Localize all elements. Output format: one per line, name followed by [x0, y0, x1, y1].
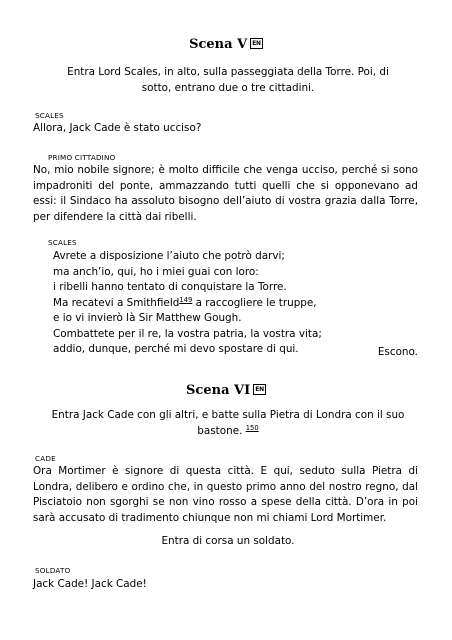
scene-6-title: Scena VI — [186, 383, 251, 398]
speaker-soldato: SOLDATO — [35, 566, 71, 575]
footnote-149-link[interactable]: 149 — [179, 295, 193, 304]
verse-line: Combattete per il re, la vostra patria, la vostra vita; — [53, 327, 322, 340]
speaker-scales-2: SCALES — [48, 238, 77, 247]
speaker-scales: SCALES — [35, 111, 64, 120]
stage-direction-scene-5: Entra Lord Scales, in alto, sulla passeggiata della Torre. Poi, di sotto, entrano due o tre cittadini. — [67, 66, 389, 94]
verse-text: a raccogliere le truppe, — [192, 296, 317, 309]
english-version-link-2[interactable]: EN — [255, 386, 264, 393]
direction-line: Entra Jack Cade con gli altri, e batte sulla Pietra di Londra con il suo — [51, 409, 405, 421]
verse-line: i ribelli hanno tentato di conquistare la Torre. — [53, 281, 287, 293]
verse-scales — [53, 249, 322, 358]
stage-direction-scene-6 — [40, 408, 416, 439]
speech-cade: Ora Mortimer è signore di questa città. E qui, seduto sulla Pietra di Londra, delibero e ordino che, in questo primo anno del nostro regno, dal Pisciatoio non sgorghi se non vino rosso a spese della città. D’ora in poi sarà accusato di tradimento chiunque non mi chiami Lord Mortimer. — [33, 465, 418, 524]
speech-primo-cittadino: No, mio nobile signore; è molto difficile che venga ucciso, perché si sono impadroniti del ponte, ammazzando tutti quelli che si opponevano ad essi: il Sindaco ha assoluto bisogno dell’aiuto di vostra grazia dalla Torre, per difendere la città dai ribelli. — [33, 164, 418, 223]
verse-line: e io vi invierò là Sir Matthew Gough. — [53, 312, 242, 324]
scene-6-heading — [0, 383, 452, 399]
verse-line: addio, dunque, perché mi devo spostare di qui. — [53, 343, 299, 355]
verse-line: ma anch’io, qui, ho i miei guai con loro: — [53, 265, 259, 278]
exit-direction: Escono. — [377, 346, 418, 358]
footnote-150-link[interactable]: 150 — [245, 423, 259, 432]
direction-text: bastone. — [197, 424, 243, 437]
speaker-primo-cittadino: PRIMO CITTADINO — [48, 153, 116, 162]
verse-line: Avrete a disposizione l’aiuto che potrò darvi; — [53, 250, 285, 262]
english-version-link[interactable]: EN — [252, 40, 261, 47]
speech-soldato: Jack Cade! Jack Cade! — [33, 578, 147, 590]
speaker-cade: CADE — [35, 454, 56, 463]
speech-scales-1: Allora, Jack Cade è stato ucciso? — [33, 122, 202, 134]
verse-text: Ma recatevi a Smithfield — [53, 296, 180, 309]
stage-direction-soldier: Entra di corsa un soldato. — [161, 535, 295, 547]
verse-line — [53, 296, 322, 312]
scene-5-heading — [0, 37, 452, 53]
direction-line — [40, 424, 416, 440]
scene-5-title: Scena V — [189, 37, 248, 52]
